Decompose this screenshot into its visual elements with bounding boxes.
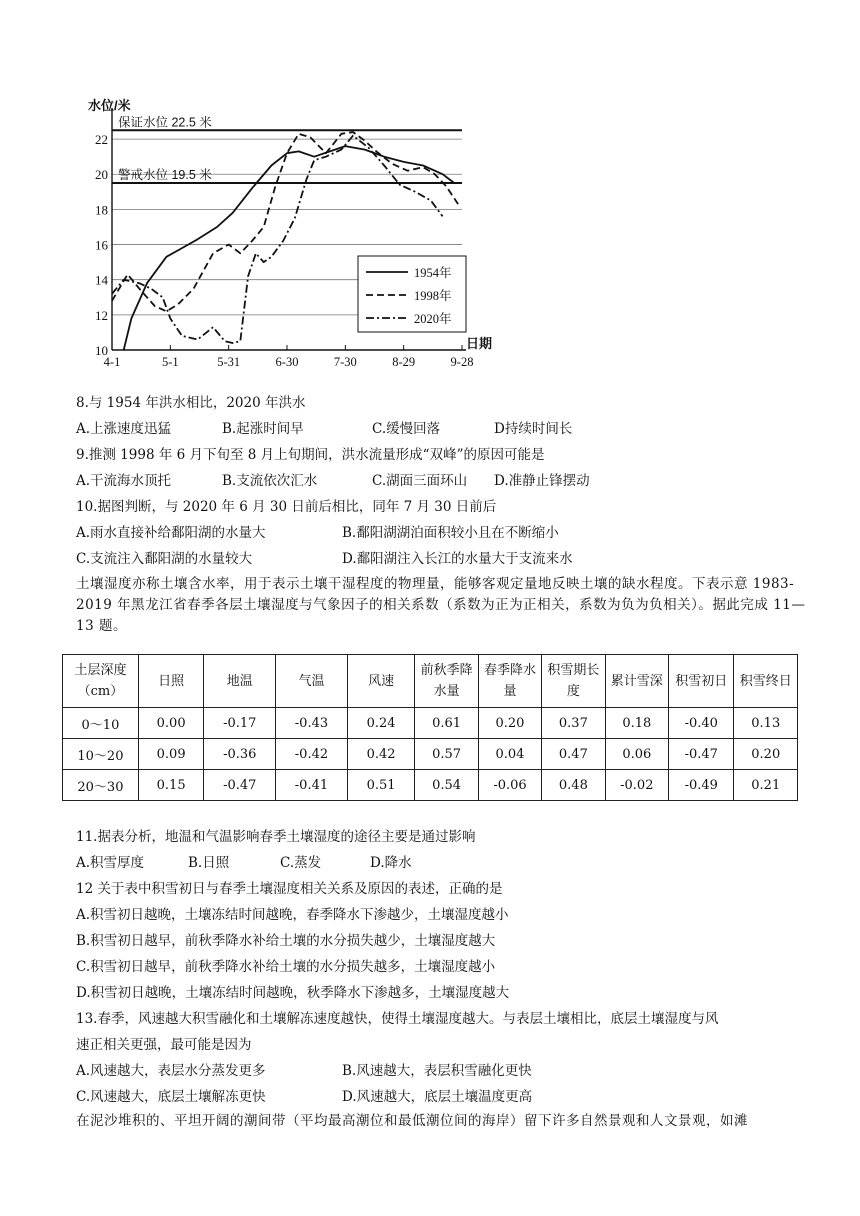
table-cell: 0.20 <box>734 739 798 770</box>
table-cell: -0.41 <box>276 770 348 801</box>
question-8-option-c[interactable]: C.缓慢回落 <box>372 421 441 437</box>
question-12-option-b[interactable]: B.积雪初日越早，前秋季降水补给土壤的水分损失越少，土壤湿度越大 <box>76 933 496 949</box>
table-header-cell: 累计雪深 <box>605 655 668 708</box>
table-cell: 0.04 <box>478 739 541 770</box>
question-10-option-a[interactable]: A.雨水直接补给鄱阳湖的水量大 <box>76 525 266 541</box>
table-cell: 0.51 <box>347 770 415 801</box>
x-tick-label: 5-31 <box>217 355 241 369</box>
table-header-cell: 地温 <box>204 655 276 708</box>
question-13-stem-line1: 13.春季，风速越大积雪融化和土壤解冻速度越快，使得土壤湿度越大。与表层土壤相比，底层土壤湿度与风 <box>76 1011 719 1027</box>
legend-label: 2020年 <box>414 312 452 326</box>
question-11-option-d[interactable]: D.降水 <box>370 855 412 871</box>
table-cell: 0.15 <box>138 770 203 801</box>
y-tick-label: 20 <box>95 167 108 183</box>
question-9-option-d[interactable]: D.准静止锋摆动 <box>494 473 590 489</box>
table-cell: 0.13 <box>734 708 798 739</box>
table-cell: 0.47 <box>542 739 605 770</box>
question-9-option-b[interactable]: B.支流依次汇水 <box>222 473 318 489</box>
question-10-option-b[interactable]: B.鄱阳湖湖泊面积较小且在不断缩小 <box>342 525 559 541</box>
table-cell: 0.57 <box>415 739 478 770</box>
table-cell: 0.61 <box>415 708 478 739</box>
table-cell: -0.17 <box>204 708 276 739</box>
table-header-cell: 风速 <box>347 655 415 708</box>
table-cell: -0.49 <box>669 770 734 801</box>
question-9-option-a[interactable]: A.干流海水顶托 <box>76 473 172 489</box>
question-11-option-a[interactable]: A.积雪厚度 <box>76 855 145 871</box>
question-8-option-d[interactable]: D持续时间长 <box>494 421 573 437</box>
question-11-option-b[interactable]: B.日照 <box>188 855 230 871</box>
soil-intro-paragraph: 土壤湿度亦称土壤含水率，用于表示土壤干湿程度的物理量，能够客观定量地反映土壤的缺水程度。下表示意 1983-2019 年黑龙江省春季各层土壤湿度与气象因子的相关系数（系数为正为正相关，系数为负为负相关）。据此完成 11—13 题。 <box>76 576 806 634</box>
table-cell: -0.40 <box>669 708 734 739</box>
question-13-option-b[interactable]: B.风速越大，表层积雪融化更快 <box>342 1063 532 1079</box>
table-cell: -0.47 <box>669 739 734 770</box>
y-axis-label: 水位/米 <box>88 98 131 113</box>
question-11-option-c[interactable]: C.蒸发 <box>280 855 322 871</box>
question-10-option-c[interactable]: C.支流注入鄱阳湖的水量较大 <box>76 551 253 567</box>
reference-line-label: 保证水位 22.5 米 <box>118 115 212 130</box>
y-tick-label: 10 <box>95 343 108 358</box>
table-header-cell: 气温 <box>276 655 348 708</box>
table-cell: 0.42 <box>347 739 415 770</box>
correlation-table <box>62 654 798 801</box>
y-tick-label: 16 <box>95 237 108 253</box>
table-cell: -0.43 <box>276 708 348 739</box>
question-13-stem-line2: 速正相关更强，最可能是因为 <box>76 1037 252 1053</box>
table-cell: 0.48 <box>542 770 605 801</box>
table-header-cell: 积雪终日 <box>734 655 798 708</box>
table-cell: 0～10 <box>63 708 139 739</box>
x-tick-label: 6-30 <box>275 355 299 369</box>
table-cell: 0.54 <box>415 770 478 801</box>
question-13-option-c[interactable]: C.风速越大，底层土壤解冻更快 <box>76 1089 266 1105</box>
table-row <box>63 739 798 770</box>
table-cell: -0.06 <box>478 770 541 801</box>
question-8-option-a[interactable]: A.上涨速度迅猛 <box>76 421 172 437</box>
question-9-stem: 9.推测 1998 年 6 月下旬至 8 月上旬期间，洪水流量形成“双峰”的原因可能是 <box>76 447 545 463</box>
table-header-cell: 积雪初日 <box>669 655 734 708</box>
question-11-stem: 11.据表分析，地温和气温影响春季土壤湿度的途径主要是通过影响 <box>76 829 476 845</box>
table-cell: 0.18 <box>605 708 668 739</box>
x-tick-label: 4-1 <box>103 355 121 369</box>
question-8-stem: 8.与 1954 年洪水相比，2020 年洪水 <box>76 395 306 411</box>
question-10-option-d[interactable]: D.鄱阳湖注入长江的水量大于支流来水 <box>342 551 573 567</box>
question-12-option-a[interactable]: A.积雪初日越晚，土壤冻结时间越晚，春季降水下渗越少，土壤湿度越小 <box>76 907 509 923</box>
question-10-stem: 10.据图判断，与 2020 年 6 月 30 日前后相比，同年 7 月 30 日前后 <box>76 499 497 515</box>
table-cell: 0.20 <box>478 708 541 739</box>
table-cell: -0.02 <box>605 770 668 801</box>
question-12-option-d[interactable]: D.积雪初日越晚，土壤冻结时间越晚，秋季降水下渗越多，土壤湿度越大 <box>76 985 510 1001</box>
question-12-stem: 12 关于表中积雪初日与春季土壤湿度相关关系及原因的表述，正确的是 <box>76 881 503 897</box>
question-13-option-a[interactable]: A.风速越大，表层水分蒸发更多 <box>76 1063 266 1079</box>
question-13-option-d[interactable]: D.风速越大，底层土壤温度更高 <box>342 1089 533 1105</box>
table-cell: 0.00 <box>138 708 203 739</box>
question-8-option-b[interactable]: B.起涨时间早 <box>222 421 304 437</box>
y-tick-label: 22 <box>95 132 108 148</box>
table-header-cell: 春季降水量 <box>478 655 541 708</box>
table-cell: 0.06 <box>605 739 668 770</box>
table-cell: 20～30 <box>63 770 139 801</box>
y-tick-label: 18 <box>95 202 108 218</box>
legend-label: 1998年 <box>414 289 452 303</box>
y-tick-label: 12 <box>95 307 108 323</box>
reference-line-label: 警戒水位 19.5 米 <box>118 168 212 183</box>
table-header-row <box>63 655 798 708</box>
table-header-cell: 土层深度（cm） <box>63 655 139 708</box>
table-cell: 0.09 <box>138 739 203 770</box>
question-12-option-c[interactable]: C.积雪初日越早，前秋季降水补给土壤的水分损失越多，土壤湿度越小 <box>76 959 496 975</box>
table-row <box>63 708 798 739</box>
table-cell: 0.24 <box>347 708 415 739</box>
table-cell: 10～20 <box>63 739 139 770</box>
x-axis-label: 日期 <box>466 336 493 351</box>
table-row <box>63 770 798 801</box>
legend-label: 1954年 <box>414 266 452 280</box>
x-tick-label: 5-1 <box>161 355 179 369</box>
x-tick-label: 7-30 <box>333 355 357 369</box>
table-cell: -0.47 <box>204 770 276 801</box>
water-level-chart <box>86 96 516 372</box>
question-9-option-c[interactable]: C.湖面三面环山 <box>372 473 468 489</box>
table-cell: -0.42 <box>276 739 348 770</box>
tidal-intro-paragraph: 在泥沙堆积的、平坦开阔的潮间带（平均最高潮位和最低潮位间的海岸）留下许多自然景观和人文景观，如滩 <box>76 1113 748 1129</box>
table-cell: 0.37 <box>542 708 605 739</box>
x-tick-label: 9-28 <box>450 355 474 369</box>
table-header-cell: 积雪期长度 <box>542 655 605 708</box>
table-header-cell: 日照 <box>138 655 203 708</box>
y-tick-label: 14 <box>95 272 108 288</box>
x-tick-label: 8-29 <box>392 355 416 369</box>
table-cell: -0.36 <box>204 739 276 770</box>
table-cell: 0.21 <box>734 770 798 801</box>
table-header-cell: 前秋季降水量 <box>415 655 478 708</box>
